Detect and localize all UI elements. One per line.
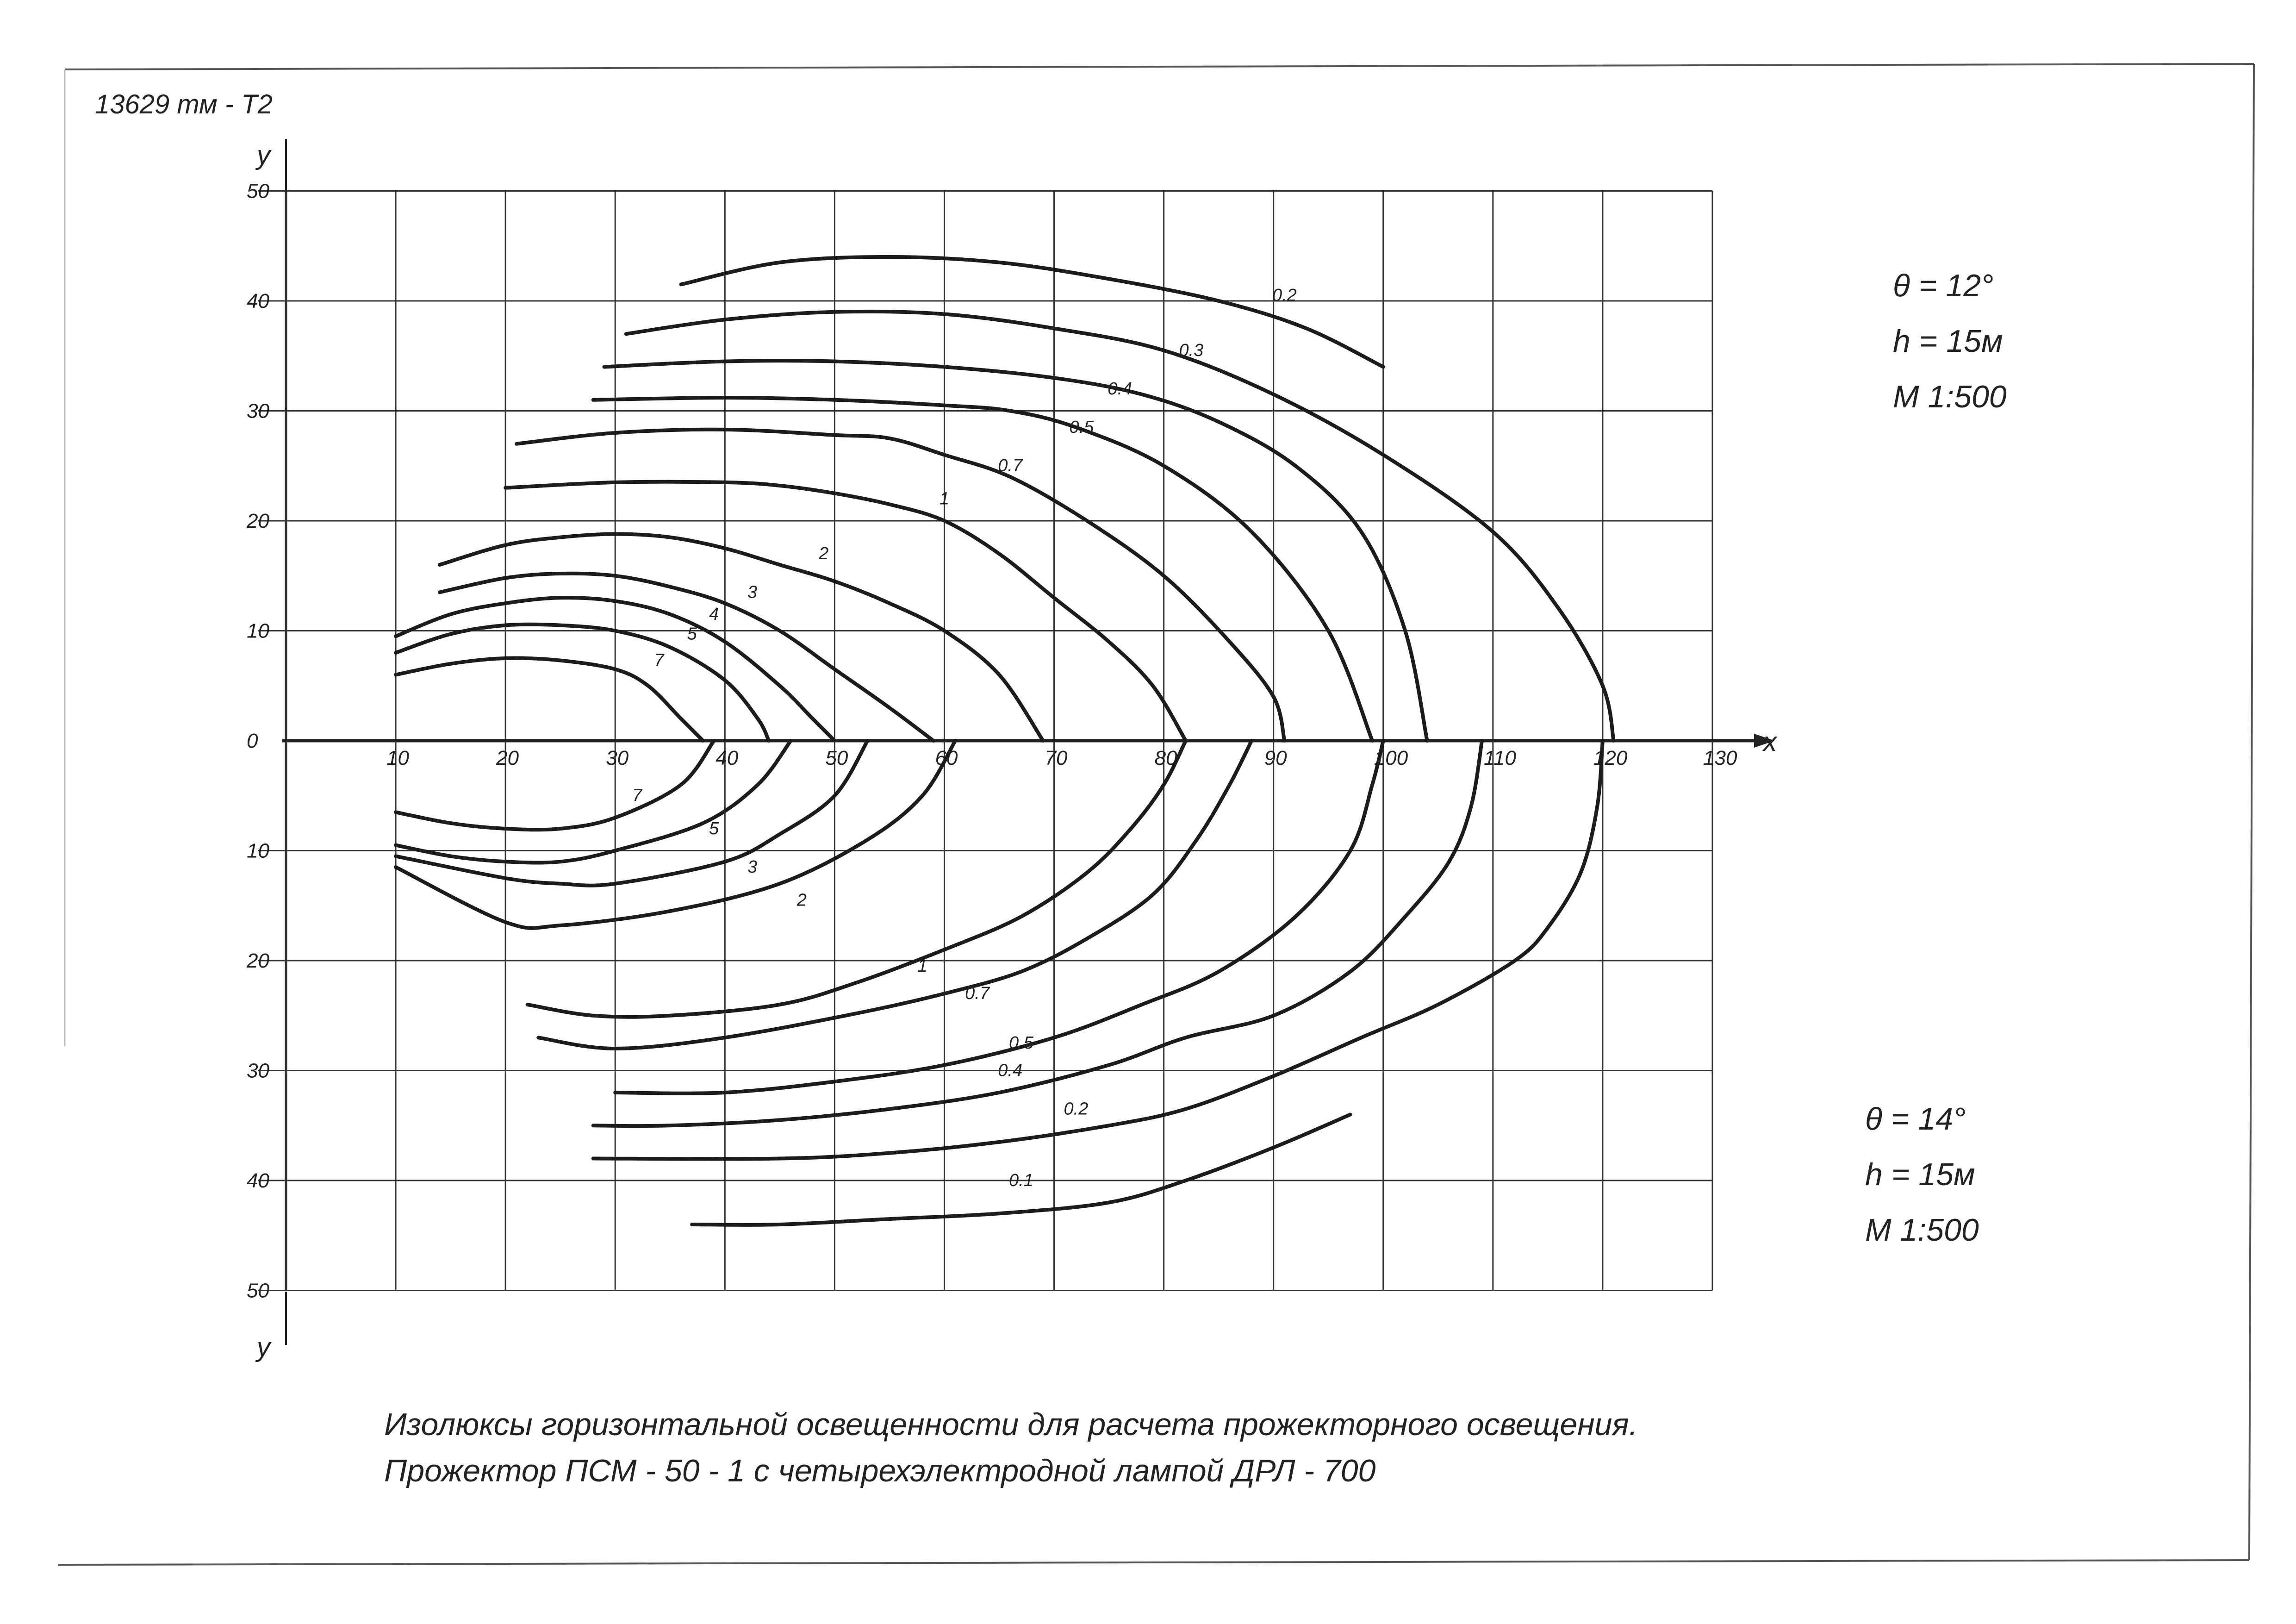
upper-isolux-line <box>516 430 1284 741</box>
y-tick-label: 40 <box>247 290 269 312</box>
lower-parameters <box>1865 1101 1979 1248</box>
lower-isolux-line <box>692 1115 1350 1225</box>
x-axis-label: x <box>1763 727 1777 757</box>
y-tick-label: 50 <box>247 180 269 203</box>
y-axis-label-top: y <box>257 140 270 170</box>
x-tick-labels <box>386 747 1737 769</box>
lower-isolux-value-label: 1 <box>917 956 927 976</box>
lower-isolux-value-label: 5 <box>709 818 719 838</box>
upper-isolux-line <box>440 534 1043 741</box>
upper-isolux-value-label: 0.2 <box>1272 286 1297 305</box>
x-tick-label: 30 <box>606 747 629 769</box>
x-tick-label: 80 <box>1154 747 1177 769</box>
lower-isolux-curves <box>396 741 1603 1225</box>
lower-param-height: h = 15м <box>1865 1157 1975 1192</box>
lower-param-angle: θ = 14° <box>1865 1101 1966 1137</box>
lower-isolux-line <box>593 741 1482 1126</box>
y-tick-label: 30 <box>247 400 269 423</box>
upper-isolux-value-label: 5 <box>687 624 697 644</box>
upper-isolux-value-label: 2 <box>819 544 829 564</box>
y-tick-label: 20 <box>247 949 269 972</box>
upper-isolux-value-label: 0.5 <box>1069 418 1094 437</box>
y-tick-label: 40 <box>247 1169 269 1192</box>
x-tick-label: 120 <box>1593 747 1628 769</box>
x-tick-label: 10 <box>386 747 410 769</box>
y-tick-labels <box>246 180 269 1302</box>
upper-isolux-line <box>396 658 703 741</box>
caption-line-2: Прожектор ПСМ - 50 - 1 с четырехэлектродной лампой ДРЛ - 700 <box>384 1453 1376 1488</box>
lower-isolux-value-label: 0.5 <box>1009 1033 1033 1053</box>
x-tick-label: 60 <box>935 747 958 769</box>
lower-isolux-value-label: 0.7 <box>965 984 989 1004</box>
upper-isolux-value-label: 0.7 <box>998 456 1023 476</box>
lower-isolux-value-label: 0.1 <box>1009 1170 1033 1190</box>
upper-isolux-value-label: 4 <box>709 604 719 624</box>
upper-param-height: h = 15м <box>1893 324 2003 359</box>
y-axis-label-bottom: y <box>257 1332 270 1362</box>
lower-isolux-line <box>593 741 1603 1159</box>
x-tick-label: 90 <box>1264 747 1287 769</box>
y-tick-label: 50 <box>247 1279 269 1302</box>
lower-isolux-line <box>528 741 1186 1017</box>
upper-parameters <box>1893 268 2007 414</box>
document-id: 13629 тм - Т2 <box>95 89 273 119</box>
lower-isolux-line <box>396 741 714 830</box>
upper-isolux-line <box>396 625 769 741</box>
x-tick-label: 130 <box>1703 747 1737 769</box>
y-tick-label: 20 <box>247 510 269 532</box>
lower-param-scale: М 1:500 <box>1865 1212 1979 1248</box>
upper-isolux-value-label: 7 <box>654 650 664 670</box>
lower-isolux-line <box>615 741 1383 1093</box>
upper-isolux-value-label: 0.4 <box>1108 379 1132 399</box>
upper-isolux-curves <box>396 257 1614 741</box>
x-tick-label: 20 <box>496 747 519 769</box>
upper-isolux-line <box>626 312 1614 741</box>
y-tick-label: 0 <box>247 730 258 752</box>
x-tick-label: 110 <box>1483 747 1517 769</box>
upper-isolux-value-label: 0.3 <box>1179 340 1204 360</box>
upper-isolux-line <box>681 257 1383 367</box>
upper-isolux-line <box>593 398 1372 741</box>
x-tick-label: 100 <box>1374 747 1408 769</box>
lower-isolux-value-label: 2 <box>796 890 807 910</box>
x-tick-label: 70 <box>1045 747 1068 769</box>
lower-isolux-value-label: 3 <box>747 857 758 877</box>
lower-isolux-value-label: 0.2 <box>1064 1099 1089 1119</box>
x-tick-label: 50 <box>825 747 848 769</box>
upper-param-angle: θ = 12° <box>1893 268 1994 303</box>
x-tick-label: 40 <box>716 747 739 769</box>
caption-line-1: Изолюксы горизонтальной освещенности для расчета прожекторного освещения. <box>384 1407 1638 1442</box>
lower-isolux-value-label: 0.4 <box>998 1061 1023 1081</box>
upper-isolux-value-label: 1 <box>939 489 950 509</box>
y-tick-label: 10 <box>247 839 269 862</box>
lower-isolux-value-label: 7 <box>632 786 642 806</box>
y-tick-label: 10 <box>247 619 269 643</box>
upper-isolux-value-label: 3 <box>747 582 758 602</box>
upper-param-scale: М 1:500 <box>1893 379 2007 414</box>
y-tick-label: 30 <box>247 1059 269 1082</box>
